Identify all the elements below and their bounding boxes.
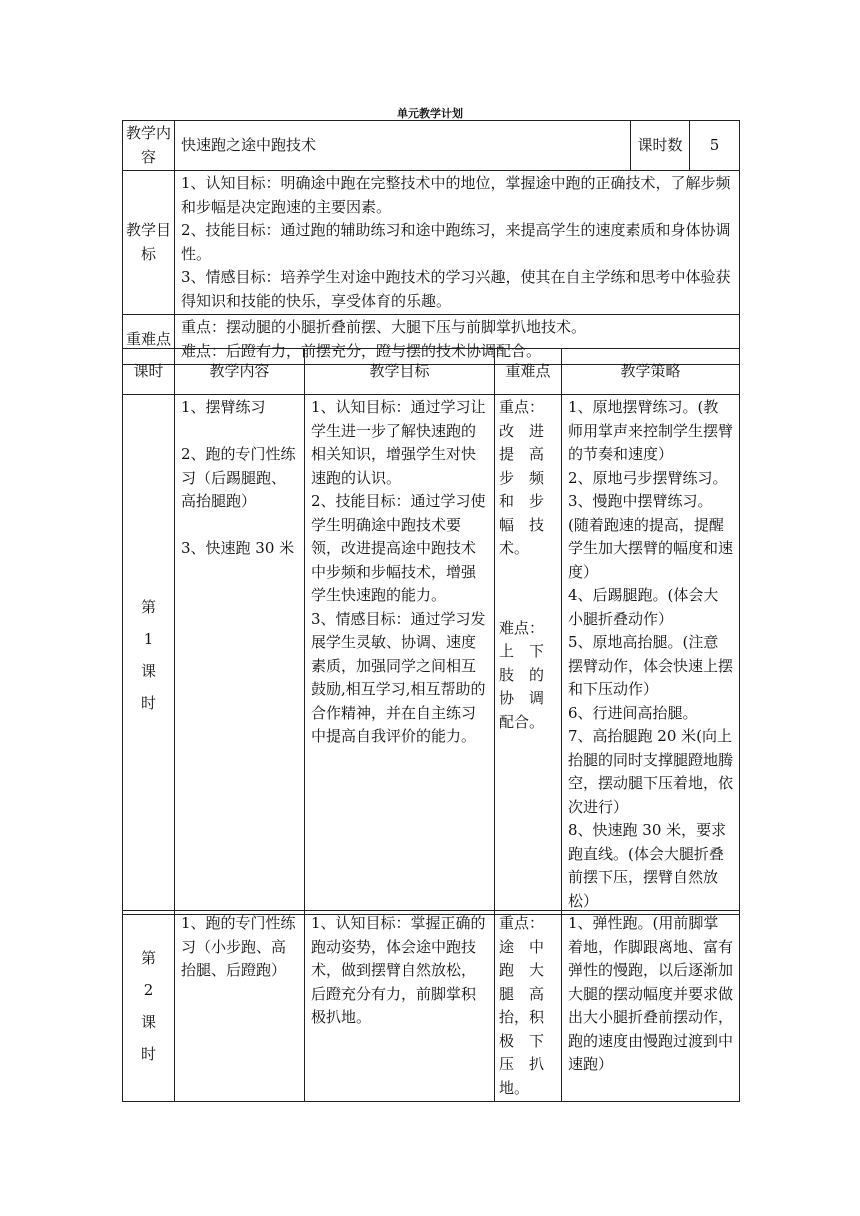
column-header-goals: 教学目标 xyxy=(305,349,495,395)
lesson-difficulty: 难点： 上 下 肢 的 协 调 配合。 xyxy=(499,618,545,731)
column-header-content: 教学内容 xyxy=(175,349,305,395)
column-header-strategy: 教学策略 xyxy=(562,349,740,395)
lesson-label: 第 1 课 时 xyxy=(123,395,175,915)
keypoints-label: 重难点 xyxy=(123,315,175,365)
column-header-keypoints: 重难点 xyxy=(495,349,562,395)
lesson-table xyxy=(122,348,740,915)
lesson-key-point: 重点： 途 中 跑 大 腿 高 抬，积 极 下 压 扒 地。 xyxy=(499,914,545,1097)
lesson-keypoints xyxy=(495,911,562,1102)
lesson-keypoints xyxy=(495,395,562,915)
lesson-row xyxy=(123,911,740,1102)
hours-value: 5 xyxy=(690,121,740,171)
lesson-table-continued xyxy=(122,910,740,1102)
header-table xyxy=(122,120,740,365)
goals-label: 教学目标 xyxy=(123,171,175,315)
content-value: 快速跑之途中跑技术 xyxy=(175,121,631,171)
lesson-key-point: 重点： 改 进 提 高 步 频 和 步 幅 技 术。 xyxy=(499,398,545,557)
hours-label: 课时数 xyxy=(631,121,690,171)
document-title: 单元教学计划 xyxy=(397,107,463,120)
lesson-label: 第 2 课 时 xyxy=(123,911,175,1102)
lesson-content: 1、跑的专门性练习（小步跑、高抬腿、后蹬跑） xyxy=(175,911,305,1102)
keypoints-text: 重点：摆动腿的小腿折叠前摆、大腿下压与前脚掌扒地技术。 难点：后蹬有力，前摆充分，蹬与摆的技术协调配合。 xyxy=(175,315,740,365)
column-header-lesson: 课时 xyxy=(123,349,175,395)
lesson-strategy: 1、原地摆臂练习。(教师用掌声来控制学生摆臂的节奏和速度） 2、原地弓步摆臂练习。 3、慢跑中摆臂练习。(随着跑速的提高，提醒学生加大摆臂的幅度和速度） 4、后踢腿跑。(体会大小腿折叠动作） 5、原地高抬腿。(注意摆臂动作，体会快速上摆和下压动作） 6、行进间高抬腿。 7、高抬腿跑 20 米(向上抬腿的同时支撑腿蹬地腾空，摆动腿下压着地，依次进行） 8、快速跑 30 米，要求跑直线。(体会大腿折叠前摆下压，摆臂自然放松） xyxy=(562,395,740,915)
content-label: 教学内容 xyxy=(123,121,175,171)
goals-text: 1、认知目标：明确途中跑在完整技术中的地位，掌握途中跑的正确技术，了解步频和步幅是决定跑速的主要因素。 2、技能目标：通过跑的辅助练习和途中跑练习，来提高学生的速度素质和身体协调性。 3、情感目标：培养学生对途中跑技术的学习兴趣，使其在自主学练和思考中体验获得知识和技能的快乐，享受体育的乐趣。 xyxy=(175,171,740,315)
lesson-strategy: 1、弹性跑。(用前脚掌着地，作脚跟离地、富有弹性的慢跑，以后逐渐加大腿的摆动幅度并要求做出大小腿折叠前摆动作，跑的速度由慢跑过渡到中速跑） xyxy=(562,911,740,1102)
lesson-goals: 1、认知目标：通过学习让学生进一步了解快速跑的相关知识，增强学生对快速跑的认识。 2、技能目标：通过学习使学生明确途中跑技术要领，改进提高途中跑技术中步频和步幅技术，增强学生快速跑的能力。 3、情感目标：通过学习发展学生灵敏、协调、速度素质，加强同学之间相互鼓励,相互学习,相互帮助的合作精神，并在自主练习中提高自我评价的能力。 xyxy=(305,395,495,915)
lesson-content: 1、摆臂练习 2、跑的专门性练习（后踢腿跑、高抬腿跑） 3、快速跑 30 米 xyxy=(175,395,305,915)
lesson-goals: 1、认知目标：掌握正确的跑动姿势，体会途中跑技术，做到摆臂自然放松，后蹬充分有力，前脚掌积极扒地。 xyxy=(305,911,495,1102)
lesson-row xyxy=(123,395,740,915)
